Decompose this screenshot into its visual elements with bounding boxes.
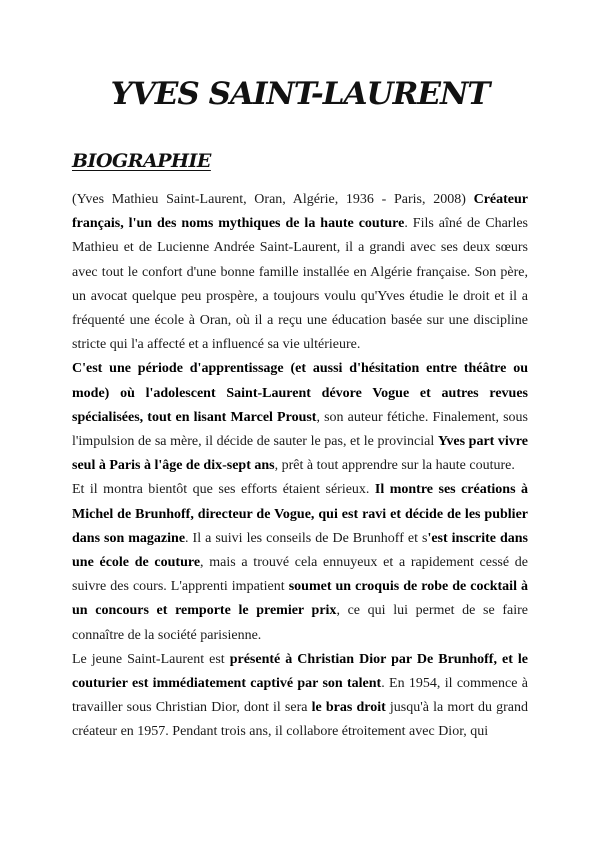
bold-text-segment: Il montre ses créations à Michel de Brunhoff, directeur de Vogue, qui est ravi et décide de les publier dans son magazine	[72, 482, 528, 546]
text-segment: , ce qui lui permet de se faire connaître de la société parisienne.	[72, 603, 528, 643]
text-segment: jusqu'à la mort du grand créateur en 1957. Pendant trois ans, il collabore étroitement avec Dior, qui	[72, 700, 529, 740]
document-title: YVES SAINT-LAURENT	[110, 76, 490, 112]
bold-text-segment: Yves part vivre seul à Paris à l'âge de dix-sept ans	[72, 434, 528, 474]
text-segment: Le jeune Saint-Laurent est	[72, 651, 230, 667]
biography-body	[72, 188, 528, 745]
text-segment: . En 1954, il commence à travailler sous Christian Dior, dont il sera	[72, 676, 528, 716]
bold-text-segment: 'est inscrite dans une école de couture	[72, 530, 529, 571]
text-segment: , son auteur fétiche. Finalement, sous l'impulsion de sa mère, il décide de sauter le pas, et le provincial	[72, 409, 528, 450]
text-segment: . Il a suivi les conseils de De Brunhoff et s	[185, 530, 428, 546]
section-heading: BIOGRAPHIE	[72, 150, 211, 172]
bold-text-segment: Créateur français, l'un des noms mythiques de la haute couture	[72, 192, 528, 232]
paragraph-4	[72, 648, 528, 745]
text-segment: , mais a trouvé cela ennuyeux et a rapidement cessé de suivre des cours. L'apprenti impatient	[72, 555, 528, 595]
bold-text-segment: C'est une période d'apprentissage (et aussi d'hésitation entre théâtre ou mode) où l'adolescent Saint-Laurent dévore Vogue et autres revues spécialisées, tout en lisant Marcel Proust	[72, 361, 528, 425]
bold-text-segment: soumet un croquis de robe de cocktail à un concours et remporte le premier prix	[72, 579, 528, 619]
paragraph-2	[72, 357, 528, 478]
text-segment: (Yves Mathieu Saint-Laurent, Oran, Algérie, 1936 - Paris, 2008)	[72, 192, 474, 207]
paragraph-1	[72, 188, 528, 357]
text-segment: . Fils aîné de Charles Mathieu et de Lucienne Andrée Saint-Laurent, il a grandi avec ses deux sœurs avec tout le confort d'une bonne famille installée en Algérie française. Son père, un avocat quelque peu prospère, a toujours voulu qu'Yves étudie le droit et il a fréquenté une école à Oran, où il a reçu une éducation basée sur une discipline stricte qui l'a affecté et a influencé sa vie ultérieure.	[72, 216, 528, 353]
paragraph-3	[72, 478, 528, 647]
bold-text-segment: le bras droit	[311, 700, 386, 716]
bold-text-segment: présenté à Christian Dior par De Brunhoff, et le couturier est immédiatement captivé par son talent	[72, 651, 528, 692]
text-segment: , prêt à tout apprendre sur la haute couture.	[274, 458, 515, 474]
text-segment: Et il montra bientôt que ses efforts étaient sérieux.	[72, 482, 375, 498]
